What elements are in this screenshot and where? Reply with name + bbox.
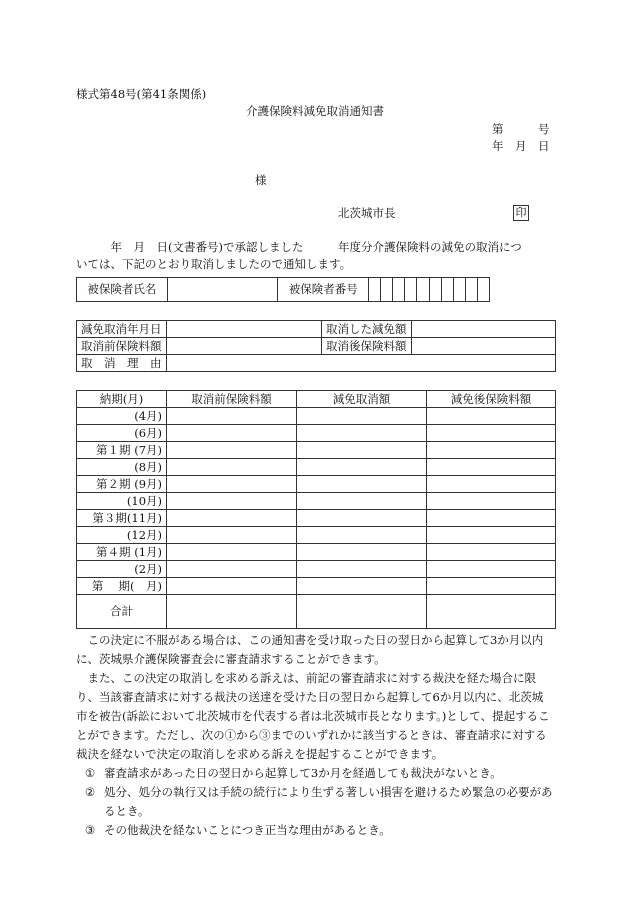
- cancelled-amount-label: 取消した減免額: [322, 321, 412, 338]
- table-row: [77, 527, 556, 544]
- schedule-period-label: (2月): [77, 561, 167, 578]
- schedule-total-label: 合計: [77, 595, 167, 629]
- insured-number-digit[interactable]: [417, 278, 429, 302]
- schedule-header-before: 取消前保険料額: [167, 391, 297, 408]
- insured-number-digit[interactable]: [393, 278, 405, 302]
- notice-item-text: その他裁決を経ないことにつき正当な理由があるとき。: [104, 823, 391, 837]
- schedule-period-label: (6月): [77, 425, 167, 442]
- insured-number-digit[interactable]: [477, 278, 489, 302]
- schedule-period-label: 第 期( 月): [77, 578, 167, 595]
- schedule-cell[interactable]: [167, 544, 297, 561]
- schedule-cell[interactable]: [167, 510, 297, 527]
- schedule-cell[interactable]: [167, 578, 297, 595]
- table-row: [77, 442, 556, 459]
- schedule-cell[interactable]: [427, 561, 556, 578]
- intro-line-1: 年 月 日(文書番号)で承認しました 年度分介護保険料の減免の取消につ: [76, 240, 522, 254]
- schedule-total-cell[interactable]: [427, 595, 556, 629]
- table-row: [77, 459, 556, 476]
- schedule-cell[interactable]: [427, 578, 556, 595]
- schedule-total-cell[interactable]: [167, 595, 297, 629]
- notice-item-mark: ③: [84, 823, 96, 837]
- seal-mark: 印: [513, 205, 529, 221]
- notice-item-text: 審査請求があった日の翌日から起算して3か月を経過しても裁決がないとき。: [104, 766, 502, 780]
- schedule-cell[interactable]: [427, 425, 556, 442]
- insured-number-digit[interactable]: [405, 278, 417, 302]
- schedule-cell[interactable]: [297, 561, 427, 578]
- cancellation-detail-table: [76, 320, 556, 372]
- addressee-suffix: 様: [255, 173, 267, 187]
- schedule-cell[interactable]: [427, 544, 556, 561]
- schedule-cell[interactable]: [297, 408, 427, 425]
- insured-name-label: 被保険者氏名: [77, 278, 168, 302]
- schedule-cell[interactable]: [427, 510, 556, 527]
- notice-item: [76, 821, 554, 840]
- insured-number-digit[interactable]: [429, 278, 441, 302]
- schedule-cell[interactable]: [297, 493, 427, 510]
- schedule-cell[interactable]: [167, 527, 297, 544]
- notice-item: [76, 764, 554, 783]
- insured-number-label: 被保険者番号: [278, 278, 369, 302]
- premium-before-label: 取消前保険料額: [77, 338, 167, 355]
- schedule-cell[interactable]: [167, 493, 297, 510]
- cancel-reason-label: 取 消 理 由: [77, 355, 167, 372]
- notice-paragraph-2: また、この決定の取消しを求める訴えは、前記の審査請求に対する裁決を経た場合に限り、当該審査請求に対する裁決の送達を受けた日の翌日から起算して6か月以内に、北茨城市を被告(訴訟において北茨城市を代表する者は北茨城市長となります。)として、提起することができます。ただし、次の①から③までのいずれかに該当するときは、審査請求に対する裁決を経ないで決定の取消しを求める訴えを提起することができます。: [76, 671, 550, 761]
- notice-item-mark: ①: [84, 766, 96, 780]
- schedule-cell[interactable]: [297, 527, 427, 544]
- schedule-period-label: (4月): [77, 408, 167, 425]
- notice-paragraph-1: この決定に不服がある場合は、この通知書を受け取った日の翌日から起算して3か月以内に、茨城県介護保険審査会に審査請求することができます。: [76, 633, 544, 666]
- schedule-cell[interactable]: [167, 476, 297, 493]
- insured-number-digit[interactable]: [453, 278, 465, 302]
- notice-item-mark: ②: [84, 785, 96, 799]
- schedule-cell[interactable]: [167, 442, 297, 459]
- schedule-cell[interactable]: [297, 578, 427, 595]
- schedule-cell[interactable]: [297, 459, 427, 476]
- schedule-period-label: (12月): [77, 527, 167, 544]
- schedule-total-cell[interactable]: [297, 595, 427, 629]
- document-title: 介護保険料減免取消通知書: [246, 104, 384, 118]
- document-date-line: 年 月 日: [492, 139, 550, 153]
- schedule-cell[interactable]: [297, 510, 427, 527]
- schedule-period-label: (8月): [77, 459, 167, 476]
- table-row: [77, 561, 556, 578]
- schedule-period-label: 第３期(11月): [77, 510, 167, 527]
- insured-number-digit[interactable]: [465, 278, 477, 302]
- insured-number-digit[interactable]: [441, 278, 453, 302]
- schedule-cell[interactable]: [427, 408, 556, 425]
- schedule-cell[interactable]: [427, 476, 556, 493]
- notice-item-text: 処分、処分の執行又は手続の続行により生ずる著しい損害を避けるため緊急の必要があるとき。: [104, 785, 553, 818]
- insured-table: [76, 277, 490, 302]
- schedule-cell[interactable]: [167, 408, 297, 425]
- schedule-period-label: 第１期 (7月): [77, 442, 167, 459]
- schedule-cell[interactable]: [297, 476, 427, 493]
- schedule-period-label: 第４期 (1月): [77, 544, 167, 561]
- table-row: [77, 408, 556, 425]
- schedule-cell[interactable]: [167, 425, 297, 442]
- table-row: [77, 510, 556, 527]
- premium-after-label: 取消後保険料額: [322, 338, 412, 355]
- document-number-line: 第 号: [492, 122, 550, 136]
- schedule-cell[interactable]: [167, 561, 297, 578]
- table-row: [77, 425, 556, 442]
- cancel-reason-field[interactable]: [167, 355, 556, 372]
- notice-item: [76, 783, 554, 821]
- table-row: [77, 476, 556, 493]
- cancel-date-field[interactable]: [167, 321, 322, 338]
- schedule-cell[interactable]: [427, 459, 556, 476]
- appeal-notice: [76, 631, 554, 840]
- table-row: [77, 544, 556, 561]
- schedule-cell[interactable]: [427, 442, 556, 459]
- schedule-period-label: 第２期 (9月): [77, 476, 167, 493]
- schedule-header-cancel: 減免取消額: [297, 391, 427, 408]
- cancel-date-label: 減免取消年月日: [77, 321, 167, 338]
- premium-after-field[interactable]: [412, 338, 556, 355]
- table-row: [77, 493, 556, 510]
- schedule-cell[interactable]: [427, 493, 556, 510]
- payment-schedule-table: [76, 390, 556, 629]
- schedule-header-after: 減免後保険料額: [427, 391, 556, 408]
- cancelled-amount-field[interactable]: [412, 321, 556, 338]
- table-row: [77, 595, 556, 629]
- schedule-cell[interactable]: [427, 527, 556, 544]
- insured-name-field[interactable]: [167, 278, 278, 302]
- schedule-cell[interactable]: [297, 442, 427, 459]
- schedule-header-period: 納期(月): [77, 391, 167, 408]
- form-number: 様式第48号(第41条関係): [76, 87, 207, 101]
- insured-number-digit[interactable]: [369, 278, 381, 302]
- schedule-cell[interactable]: [297, 544, 427, 561]
- intro-line-2: いては、下記のとおり取消しましたので通知します。: [76, 257, 352, 271]
- insured-number-digit[interactable]: [381, 278, 393, 302]
- schedule-cell[interactable]: [167, 459, 297, 476]
- schedule-cell[interactable]: [297, 425, 427, 442]
- premium-before-field[interactable]: [167, 338, 322, 355]
- schedule-period-label: (10月): [77, 493, 167, 510]
- table-row: [77, 578, 556, 595]
- issuer-name: 北茨城市長: [338, 206, 396, 220]
